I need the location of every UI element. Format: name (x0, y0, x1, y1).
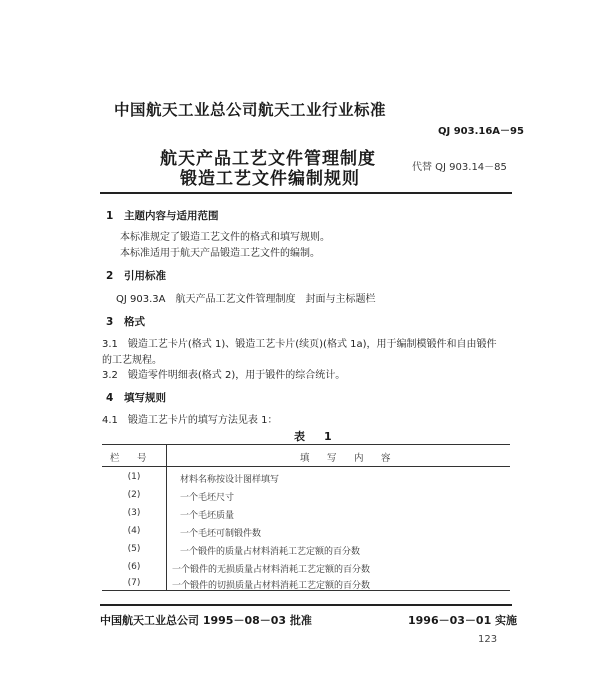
document-title-line1: 航天产品工艺文件管理制度 (160, 149, 376, 169)
clause-3-2: 3.2 锻造零件明细表(格式 2)，用于锻件的综合统计。 (102, 370, 346, 381)
replaces-standard: 代替 QJ 903.14－85 (412, 162, 507, 173)
page-number: 123 (478, 634, 498, 645)
paragraph: 本标准适用于航天产品锻造工艺文件的编制。 (120, 248, 320, 259)
footer-divider (100, 604, 512, 606)
section-3-heading (106, 314, 145, 329)
effective-date: 1996－03－01 实施 (408, 614, 518, 627)
row-content: 材料名称按设计图样填写 (180, 475, 280, 485)
section-1-heading (106, 208, 219, 223)
section-4-heading (106, 390, 166, 405)
row-number: (3) (127, 508, 141, 518)
section-number: 4 (106, 392, 114, 404)
paragraph: 本标准规定了锻造工艺文件的格式和填写规则。 (120, 232, 330, 243)
clause-3-1-cont: 的工艺规程。 (102, 355, 162, 366)
clause-4-1: 4.1 锻造工艺卡片的填写方法见表 1： (102, 415, 278, 426)
section-title: 引用标准 (124, 270, 166, 282)
section-number: 1 (106, 210, 114, 222)
table-column-divider (166, 444, 167, 590)
section-number: 2 (106, 270, 114, 282)
header-divider (100, 192, 512, 194)
section-2-heading (106, 268, 166, 283)
table-header-content: 填 写 内 容 (300, 453, 395, 464)
document-title-line2: 锻造工艺文件编制规则 (180, 169, 360, 189)
section-title: 格式 (124, 316, 145, 328)
standard-number: QJ 903.16A－95 (438, 126, 524, 137)
row-content: 一个毛坯可制锻件数 (180, 529, 262, 539)
section-number: 3 (106, 316, 114, 328)
row-number: (1) (127, 472, 141, 482)
row-number: (2) (127, 490, 141, 500)
row-content: 一个锻件的质量占材料消耗工艺定额的百分数 (180, 547, 361, 557)
row-content: 一个锻件的无损质量占材料消耗工艺定额的百分数 (172, 565, 371, 575)
row-content: 一个毛坯尺寸 (180, 493, 235, 503)
table-header-rule (102, 466, 510, 467)
section-title: 主题内容与适用范围 (124, 210, 219, 222)
row-number: (5) (127, 544, 141, 554)
clause-3-1: 3.1 锻造工艺卡片(格式 1)、锻造工艺卡片(续页)(格式 1a)，用于编制模锻件和自由锻件 (102, 339, 497, 350)
approval-date: 中国航天工业总公司 1995－08－03 批准 (100, 614, 312, 627)
row-number: (6) (127, 562, 141, 572)
issuing-organization: 中国航天工业总公司航天工业行业标准 (114, 101, 387, 119)
table-header-number: 栏 号 (110, 453, 151, 464)
referenced-standard: QJ 903.3A 航天产品工艺文件管理制度 封面与主标题栏 (116, 294, 376, 305)
row-content: 一个毛坯质量 (180, 511, 235, 521)
row-content: 一个锻件的切损质量占材料消耗工艺定额的百分数 (172, 581, 371, 591)
table-title: 表 1 (294, 430, 336, 443)
row-number: (4) (127, 526, 141, 536)
table-top-rule (102, 444, 510, 445)
row-number: (7) (127, 578, 141, 588)
section-title: 填写规则 (124, 392, 166, 404)
